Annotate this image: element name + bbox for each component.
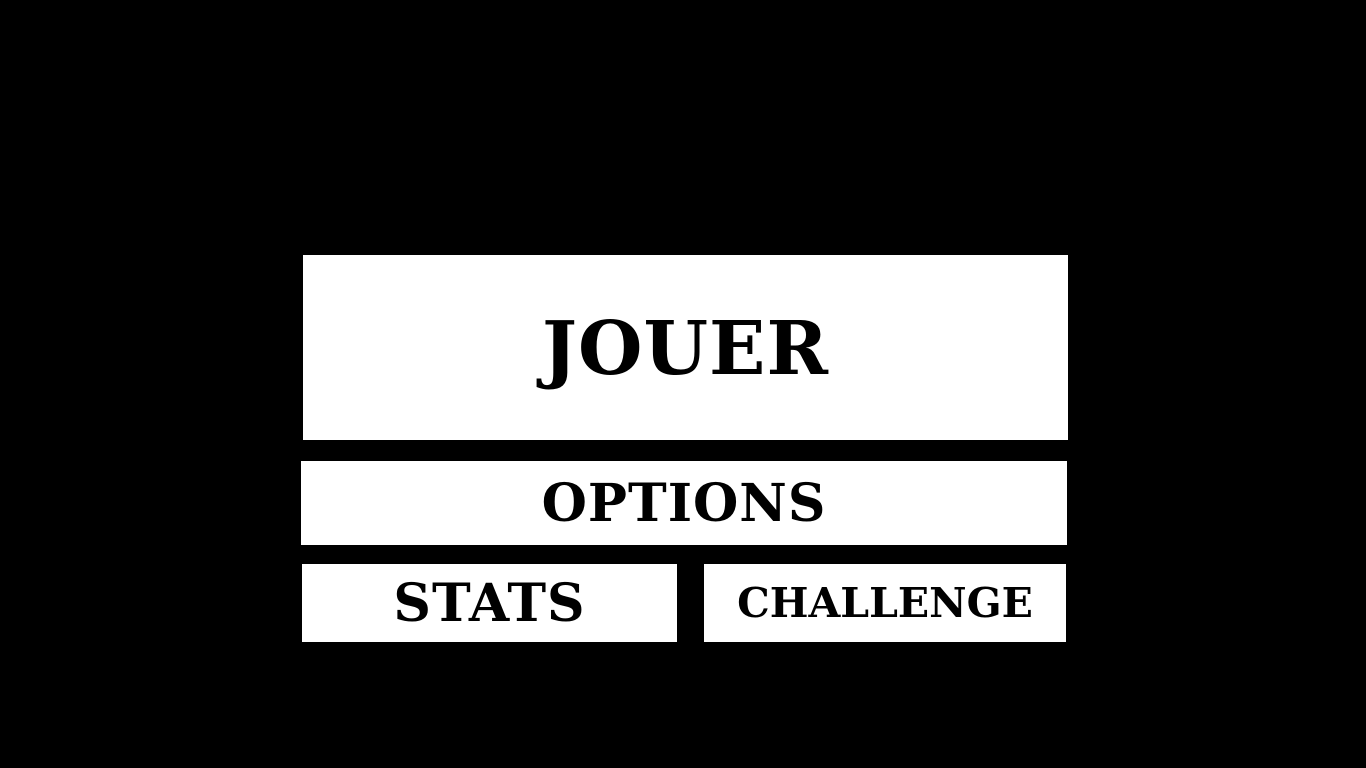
options-button[interactable]: OPTIONS: [301, 461, 1067, 545]
play-button[interactable]: JOUER: [303, 255, 1068, 440]
stats-button[interactable]: STATS: [302, 564, 677, 642]
challenge-button[interactable]: CHALLENGE: [704, 564, 1066, 642]
